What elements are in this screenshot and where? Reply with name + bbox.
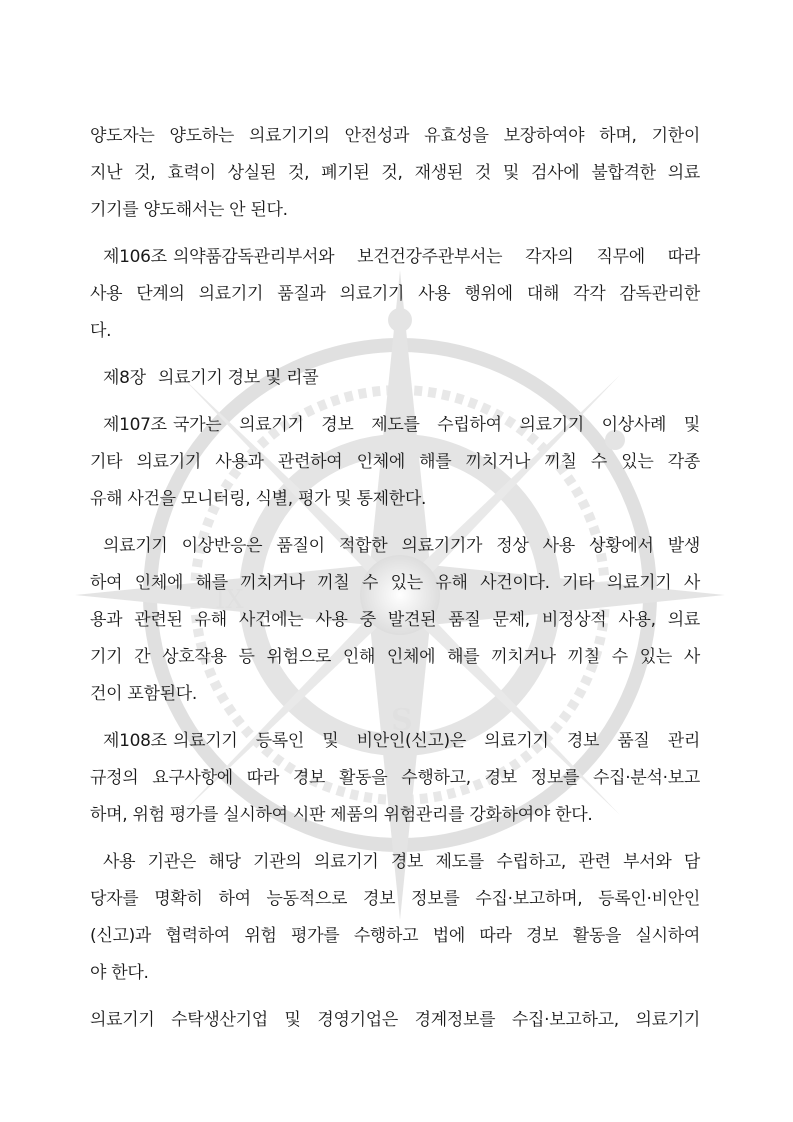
article-number: 제108조 — [103, 731, 167, 751]
text-line: 용과 관련된 유해 사건에는 사용 중 발견된 품질 문제, 비정상적 사용, 의료 — [90, 610, 700, 630]
text-line: 당자를 명확히 하여 능동적으로 경보 정보를 수집·보고하며, 등록인·비안인 — [90, 889, 700, 909]
text-line: 하여 인체에 해를 끼치거나 끼칠 수 있는 유해 사건이다. 기타 의료기기 사 — [90, 573, 700, 593]
paragraph-adverse-events — [90, 528, 700, 713]
text-line — [90, 723, 700, 760]
article-106 — [90, 239, 700, 350]
text-line: 의료기기 수탁생산기업 및 경영기업은 경계정보를 수집·보고하고, 의료기기 — [90, 1010, 700, 1030]
text-line: 사용 기관은 해당 기관의 의료기기 경보 제도를 수립하고, 관련 부서와 담 — [103, 852, 700, 872]
chapter-title: 의료기기 경보 및 리콜 — [158, 368, 319, 388]
chapter-number: 제8장 — [103, 368, 146, 388]
text-line: (신고)과 협력하여 위험 평가를 수행하고 법에 따라 경보 활동을 실시하여 — [90, 926, 700, 946]
text-line: 기기를 양도해서는 안 된다. — [90, 200, 288, 220]
text-line: 하며, 위험 평가를 실시하여 시판 제품의 위험관리를 강화하여야 한다. — [90, 805, 593, 825]
text-line: 기기 간 상호작용 등 위험으로 인해 인체에 해를 끼치거나 끼칠 수 있는 사 — [90, 647, 700, 667]
text-line: 사용 단계의 의료기기 품질과 의료기기 사용 행위에 대해 각각 감독관리한 — [90, 284, 700, 304]
paragraph-user-institutions — [90, 844, 700, 992]
text-line — [90, 239, 700, 276]
article-text: 의약품감독관리부서와 보건건강주관부서는 각자의 직무에 따라 — [173, 247, 700, 267]
article-107 — [90, 407, 700, 518]
article-number: 제107조 — [103, 415, 167, 435]
text-line — [90, 360, 700, 397]
text-line: 기타 의료기기 사용과 관련하여 인체에 해를 끼치거나 끼칠 수 있는 각종 — [90, 452, 700, 472]
article-text: 국가는 의료기기 경보 제도를 수립하여 의료기기 이상사례 및 — [173, 415, 700, 435]
article-108 — [90, 723, 700, 834]
article-number: 제106조 — [103, 247, 167, 267]
svg-text:IX: IX — [215, 585, 244, 615]
text-line: 야 한다. — [90, 963, 149, 983]
text-line: 유해 사건을 모니터링, 식별, 평가 및 통제한다. — [90, 489, 427, 509]
text-line — [90, 407, 700, 444]
paragraph-transfer-conditions — [90, 118, 700, 229]
text-line: 의료기기 이상반응은 품질이 적합한 의료기기가 정상 사용 상황에서 발생 — [103, 536, 700, 556]
text-line: 지난 것, 효력이 상실된 것, 폐기된 것, 재생된 것 및 검사에 불합격한 의료 — [90, 163, 700, 183]
document-page — [90, 118, 700, 1049]
chapter-8-heading — [90, 360, 700, 397]
text-line: 건이 포함된다. — [90, 684, 197, 704]
paragraph-contract-manufacturers — [90, 1002, 700, 1039]
svg-text:S: S — [391, 703, 413, 738]
text-line: 양도자는 양도하는 의료기기의 안전성과 유효성을 보장하여야 하며, 기한이 — [90, 126, 700, 146]
text-line: 규정의 요구사항에 따라 경보 활동을 수행하고, 경보 정보를 수집·분석·보고 — [90, 768, 700, 788]
text-line: 다. — [90, 321, 112, 341]
article-text: 의료기기 등록인 및 비안인(신고)은 의료기기 경보 품질 관리 — [173, 731, 700, 751]
